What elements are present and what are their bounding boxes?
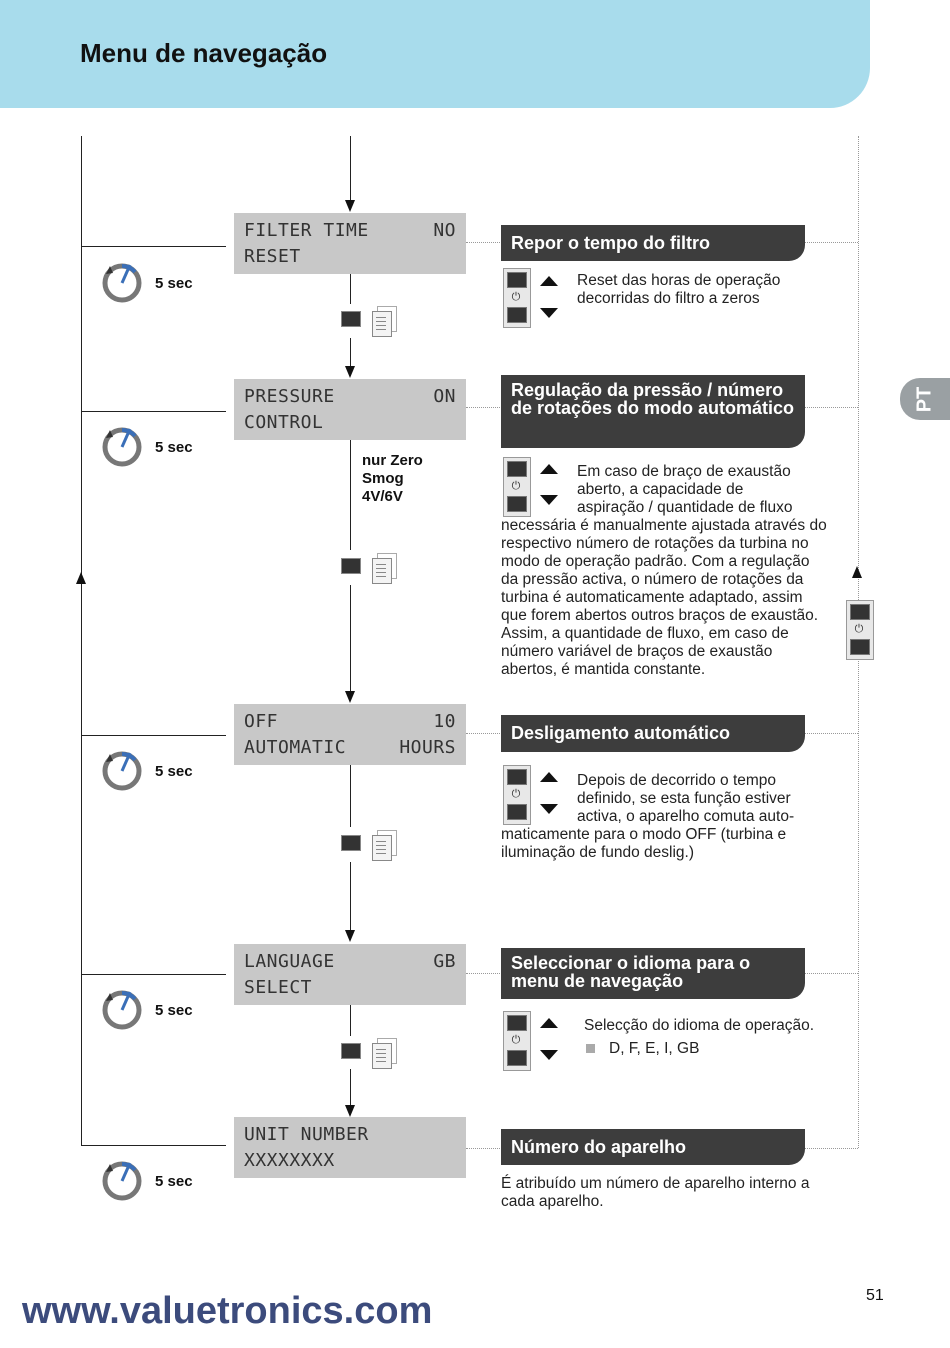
left-up-arrow [76,572,86,584]
section-header-pressure-control: Regulação da pressão / número de rotações do modo automático [501,375,805,448]
center-flow-line [350,765,351,827]
down-arrow-icon [540,1050,558,1060]
section-text: maticamente para o modo OFF (turbina e iluminação de fundo deslig.) [501,826,787,861]
lcd-line2-left: SELECT [244,977,313,998]
down-arrow [345,200,355,212]
row-divider [81,246,226,247]
timer-label: 5 sec [155,275,193,292]
row-divider [81,974,226,975]
lcd-line1-left: LANGUAGE [244,951,335,972]
section-header-filter-reset: Repor o tempo do filtro [501,225,805,261]
lcd-display-off-automatic [234,704,466,765]
center-flow-line [350,585,351,691]
language-tab [900,378,950,420]
section-header-language: Seleccionar o idioma para o menu de navegação [501,948,805,999]
timer-icon [100,987,144,1031]
lcd-display-language-select [234,944,466,1005]
timer-label: 5 sec [155,439,193,456]
lcd-line2-left: CONTROL [244,412,324,433]
row-divider [81,1145,226,1146]
up-arrow-icon [540,772,558,782]
section-text: Selecção do idioma de operação. [584,1017,815,1034]
enter-button-icon [341,835,361,851]
down-arrow [345,691,355,703]
lcd-line1-left: OFF [244,711,279,732]
right-up-arrow [852,566,862,578]
enter-button-icon [341,1043,361,1059]
lcd-line1-right: GB [433,951,456,972]
section-header-auto-off: Desligamento automático [501,715,805,752]
power-icon: ⏻ [511,1034,521,1046]
left-flow-line [81,136,82,1146]
menu-doc-icon [372,311,392,337]
menu-doc-icon [372,558,392,584]
keypad-icon [503,765,531,825]
center-flow-line [350,440,351,550]
section-text: Reset das horas de operação decorridas do filtro a zeros [577,272,781,307]
keypad-icon [503,1011,531,1071]
up-arrow-icon [540,276,558,286]
lcd-line2-left: XXXXXXXX [244,1150,335,1171]
keypad-icon [503,457,531,517]
bullet-icon [586,1044,595,1053]
lcd-display-unit-number [234,1117,466,1178]
enter-button-icon [341,558,361,574]
center-flow-line [350,136,351,200]
lcd-line1-right: ON [433,386,456,407]
lcd-line1-right: NO [433,220,456,241]
right-keypad-icon [846,600,874,660]
menu-doc-icon [372,835,392,861]
down-arrow-icon [540,308,558,318]
power-icon: ⏻ [511,291,521,303]
up-arrow-icon [540,464,558,474]
language-tab-label: PT [913,386,936,413]
timer-icon [100,1158,144,1202]
center-flow-line [350,274,351,304]
up-arrow-icon [540,1018,558,1028]
lcd-line1-left: PRESSURE [244,386,335,407]
section-text: É atribuído um número de aparelho interno a cada aparelho. [501,1175,810,1210]
power-icon: ⏻ [511,788,521,800]
down-arrow [345,366,355,378]
lcd-display-pressure-control [234,379,466,440]
lcd-line1-left: FILTER TIME [244,220,369,241]
down-arrow [345,930,355,942]
center-flow-line [350,1069,351,1105]
footer-url[interactable]: www.valuetronics.com [22,1290,433,1332]
down-arrow [345,1105,355,1117]
power-icon: ⏻ [854,623,864,635]
lcd-line2-right: HOURS [399,737,456,758]
enter-button-icon [341,311,361,327]
row-divider [81,735,226,736]
lcd-display-filter-time [234,213,466,274]
page-title: Menu de navegação [80,38,328,68]
model-note: nur Zero Smog 4V/6V [362,452,423,505]
section-text-indent: Depois de decorrido o tempo definido, se esta função estiver activa, o aparelho comuta auto- [577,772,795,825]
timer-icon [100,424,144,468]
down-arrow-icon [540,495,558,505]
section-text-indent: Em caso de braço de exaustão aberto, a capacidade de aspiração / quantidade de fluxo [577,463,793,516]
language-list: D, F, E, I, GB [586,1040,836,1058]
lcd-line2-left: AUTOMATIC [244,737,347,758]
timer-icon [100,748,144,792]
center-flow-line [350,862,351,930]
power-icon: ⏻ [511,480,521,492]
timer-label: 5 sec [155,1173,193,1190]
timer-icon [100,260,144,304]
lcd-line2-left: RESET [244,246,301,267]
timer-label: 5 sec [155,1002,193,1019]
page-number: 51 [866,1287,884,1304]
keypad-icon [503,268,531,328]
section-header-unit-number: Número do aparelho [501,1129,805,1165]
center-flow-line [350,1004,351,1036]
lcd-line1-right: 10 [433,711,456,732]
menu-doc-icon [372,1043,392,1069]
section-text: necessária é manualmente ajustada através do respectivo número de rotações da turbina no modo de operação padrão. Com a regulação da pressão activa, o número de rotações da turbina é automaticamente adaptado, assim que forem abertos outros braços de exaustão. Assim, a quantidade de fluxo, em caso de número variável de braços de exaustão abertos, é mantida constante. [501,517,827,678]
down-arrow-icon [540,804,558,814]
row-divider [81,411,226,412]
center-flow-line [350,338,351,366]
timer-label: 5 sec [155,763,193,780]
lcd-line1-left: UNIT NUMBER [244,1124,369,1145]
